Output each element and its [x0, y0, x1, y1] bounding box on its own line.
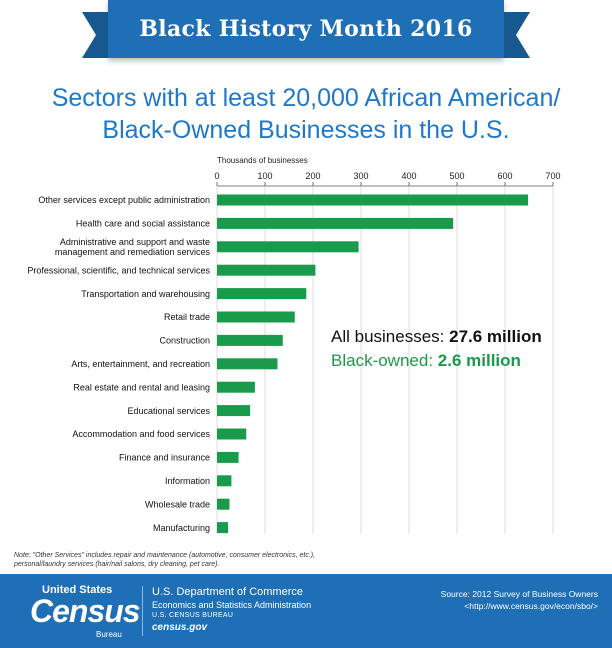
all-businesses-label: All businesses:: [331, 327, 450, 346]
bar: [217, 499, 229, 510]
bureau-name: U.S. CENSUS BUREAU: [152, 612, 234, 619]
logo-bureau: Bureau: [96, 630, 122, 639]
category-label: Wholesale trade: [144, 499, 210, 510]
tick-label: 100: [257, 171, 273, 181]
source-block: [441, 588, 598, 612]
footer-divider: [142, 586, 143, 636]
tick-label: 500: [449, 171, 465, 181]
tick-label: 0: [214, 171, 220, 181]
bar: [217, 452, 239, 463]
footnote-line-2: personal/laundry services (hair/nail salons, dry cleaning, pet care).: [14, 561, 220, 568]
bar: [217, 382, 255, 393]
bar: [217, 358, 277, 369]
category-label: Administrative and support and waste management and remediation services: [54, 237, 210, 257]
bar: [217, 288, 306, 299]
administration-name: Economics and Statistics Administration: [152, 600, 312, 610]
tick-label: 200: [305, 171, 321, 181]
chart-heading-line-2: Black-Owned Businesses in the U.S.: [102, 116, 510, 144]
bar: [217, 522, 228, 533]
category-label: Arts, entertainment, and recreation: [71, 359, 210, 369]
source-url[interactable]: <http://www.census.gov/econ/sbo/>: [464, 601, 598, 611]
tick-label: 700: [545, 171, 561, 181]
bar: [217, 312, 295, 323]
category-label: Transportation and warehousing: [81, 288, 210, 299]
category-label: Information: [164, 476, 210, 486]
bar: [217, 475, 231, 486]
title-banner: [108, 0, 504, 58]
category-label: Finance and insurance: [118, 452, 210, 463]
bar: [217, 429, 246, 440]
category-label: Construction: [159, 335, 210, 346]
bar: [217, 195, 528, 206]
tick-label: 600: [497, 171, 513, 181]
chart-heading: [0, 82, 612, 146]
bar: [217, 218, 453, 229]
tick-label: 300: [353, 171, 369, 181]
bar: [217, 265, 315, 276]
bar: [217, 241, 359, 252]
category-label: Health care and social assistance: [75, 218, 210, 229]
category-label: Other services except public administration: [38, 195, 210, 206]
black-owned-value: 2.6 million: [437, 351, 521, 370]
axis-caption: Thousands of businesses: [217, 156, 308, 165]
all-businesses-value: 27.6 million: [449, 327, 542, 346]
source-text: Source: 2012 Survey of Business Owners: [440, 589, 598, 599]
department-name: U.S. Department of Commerce: [152, 586, 303, 598]
census-gov-link[interactable]: census.gov: [152, 622, 208, 633]
chart-heading-line-1: Sectors with at least 20,000 African American/: [51, 84, 561, 112]
logo-united-states: United States: [42, 584, 113, 596]
footer: [0, 574, 612, 648]
all-businesses-row: [331, 325, 542, 349]
black-owned-label: Black-owned:: [331, 351, 438, 370]
bar: [217, 405, 250, 416]
logo-census: Census: [30, 593, 140, 629]
census-logo: [14, 584, 140, 640]
summary-stats: [331, 325, 542, 373]
footnote-line-1: Note: "Other Services" includes repair and maintenance (automotive, consumer electronics, etc.),: [14, 552, 316, 559]
footnote: [14, 551, 454, 569]
black-owned-row: [331, 349, 542, 373]
category-label: Real estate and rental and leasing: [73, 382, 210, 393]
category-label: Retail trade: [163, 312, 210, 323]
banner-title: Black History Month 2016: [139, 16, 473, 42]
category-label: Manufacturing: [152, 522, 210, 533]
category-label: Educational services: [127, 405, 210, 416]
bar: [217, 335, 283, 346]
category-label: Accommodation and food services: [72, 429, 210, 440]
tick-label: 400: [401, 171, 417, 181]
department-block: [152, 586, 311, 634]
category-label: Professional, scientific, and technical services: [27, 265, 210, 276]
